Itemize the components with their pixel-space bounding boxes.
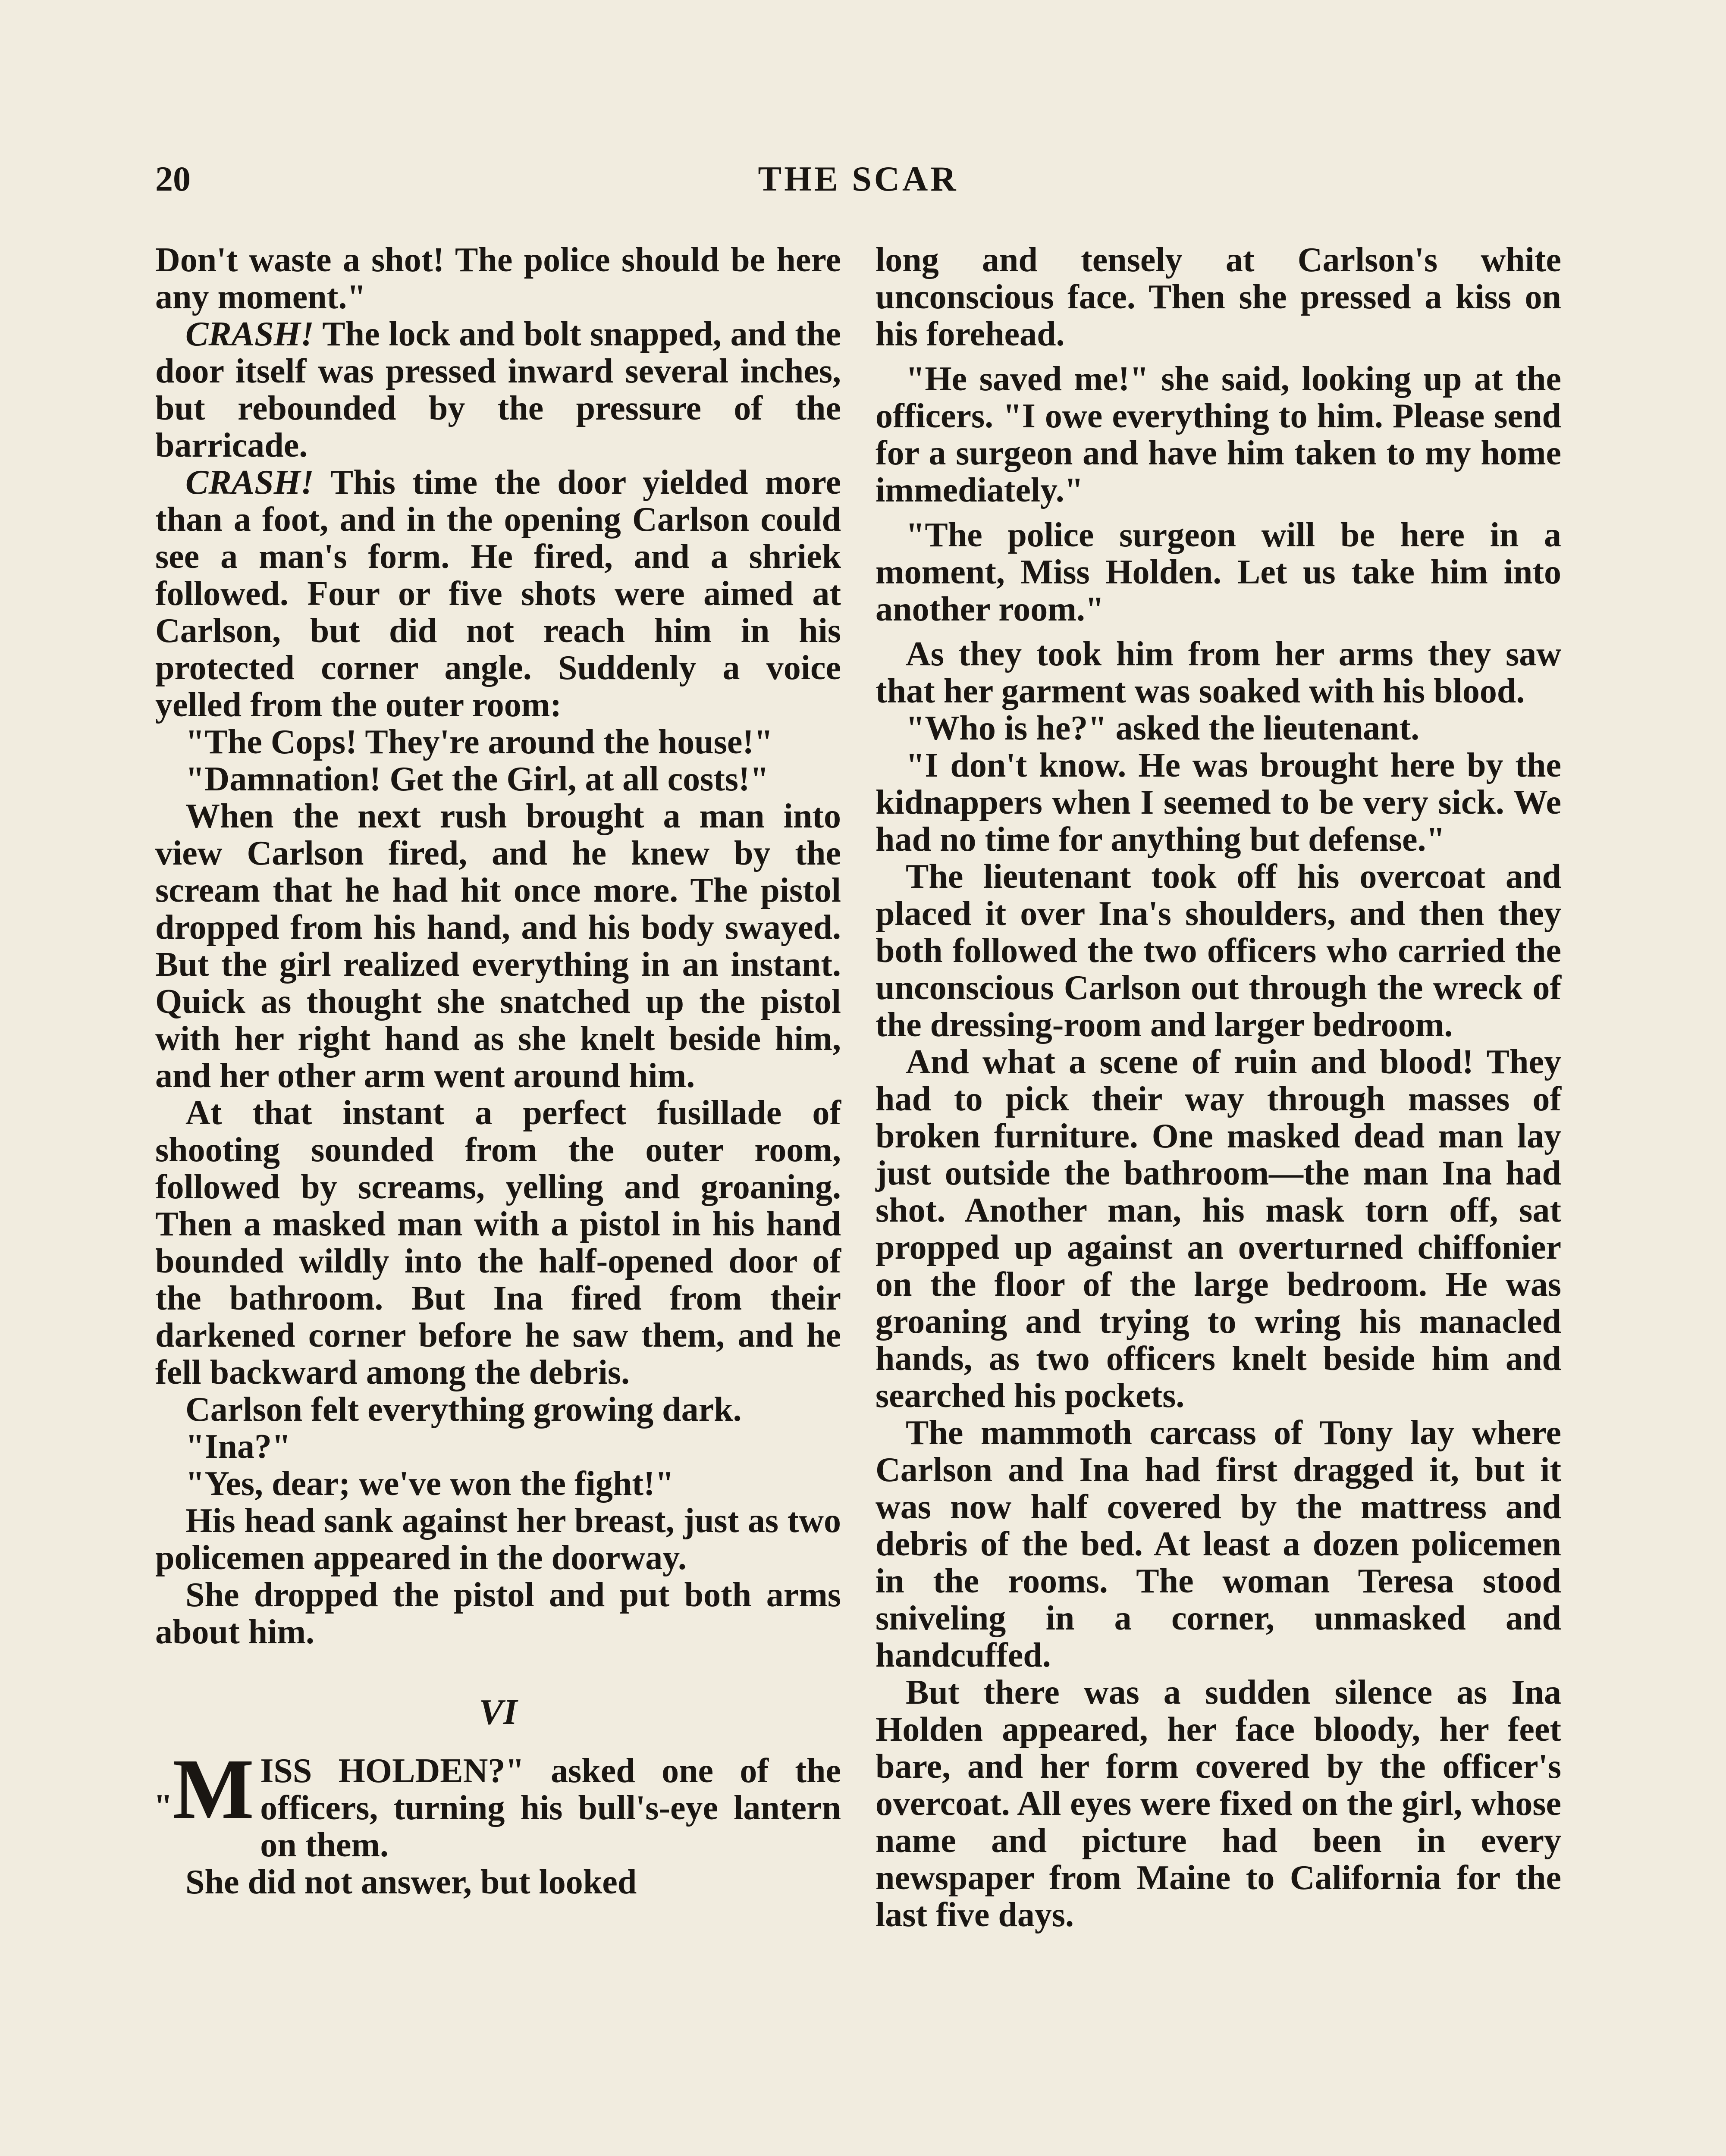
section-heading: VI	[479, 1692, 518, 1732]
paragraph: "Damnation! Get the Girl, at all costs!"	[185, 760, 769, 798]
paragraph: Don't waste a shot! The police should be here any moment."	[155, 241, 841, 316]
paragraph: "Yes, dear; we've won the fight!"	[185, 1465, 675, 1503]
paragraph: When the next rush brought a man into view Carlson fired, and he knew by the scream that he had hit once more. The pistol dropped from his hand, and his body swayed. But the girl realized everything in an instant. Quick as thought she snatched up the pistol with her right hand as she knelt beside him, and her other arm went around him.	[155, 797, 841, 1095]
paragraph: His head sank against her breast, just as two policemen appeared in the doorway.	[155, 1502, 841, 1577]
paragraph: "The police surgeon will be here in a moment, Miss Holden. Let us take him into another room."	[876, 516, 1561, 628]
paragraph: The lieutenant took off his overcoat and placed it over Ina's shoulders, and then they both followed the two officers who carried the unconscious Carlson out through the wreck of the dressing-room and larger bedroom.	[876, 858, 1561, 1044]
paragraph: But there was a sudden silence as Ina Holden appeared, her face bloody, her feet bare, and her form covered by the officer's overcoat. All eyes were fixed on the girl, whose name and picture had been in every newspaper from Maine to California for the last five days.	[876, 1673, 1561, 1934]
paragraph: Carlson felt everything growing dark.	[185, 1391, 742, 1429]
paragraph: She dropped the pistol and put both arms about him.	[155, 1576, 841, 1651]
paragraph: "I don't know. He was brought here by the kidnappers when I seemed to be very sick. We had no time for anything but defense."	[876, 746, 1561, 859]
paragraph: long and tensely at Carlson's white unconscious face. Then she pressed a kiss on his forehead.	[876, 241, 1561, 353]
running-title: THE SCAR	[758, 159, 959, 198]
paragraph: "The Cops! They're around the house!"	[185, 723, 773, 761]
paragraph: And what a scene of ruin and blood! They had to pick their way through masses of broken furniture. One masked dead man lay just outside the bathroom—the man Ina had shot. Another man, his mask torn off, sat propped up against an overturned chiffonier on the floor of the large bedroom. He was groaning and trying to wring his manacled hands, as two officers knelt beside him and searched his pockets.	[876, 1043, 1561, 1415]
paragraph: "He saved me!" she said, looking up at the officers. "I owe everything to him. Please send for a surgeon and have him taken to my home immediately."	[876, 360, 1561, 509]
paragraph: The mammoth carcass of Tony lay where Carlson and Ina had first dragged it, but it was now half covered by the mattress and debris of the bed. At least a dozen policemen in the rooms. The woman Teresa stood sniveling in a corner, unmasked and handcuffed.	[876, 1414, 1561, 1674]
paragraph: As they took him from her arms they saw that her garment was soaked with his blood.	[876, 635, 1561, 710]
left-column	[155, 241, 841, 1901]
paragraph: CRASH! This time the door yielded more than a foot, and in the opening Carlson could see a man's form. He fired, and a shriek followed. Four or five shots were aimed at Carlson, but did not reach him in his protected corner angle. Suddenly a voice yelled from the outer room:	[155, 464, 841, 724]
drop-cap: "M	[154, 1742, 254, 1837]
page-number: 20	[155, 159, 191, 198]
paragraph: "Who is he?" asked the lieutenant.	[906, 709, 1420, 747]
page-header	[155, 159, 1561, 206]
paragraph: She did not answer, but looked	[185, 1863, 637, 1901]
crash-text: CRASH!	[185, 315, 314, 353]
paragraph: "M ISS HOLDEN?" asked one of the officers, turning his bull's-eye lantern on them.	[154, 1742, 841, 1864]
crash-text: CRASH!	[185, 464, 314, 501]
right-column	[876, 241, 1561, 1934]
paragraph: CRASH! The lock and bolt snapped, and the door itself was pressed inward several inches, but rebounded by the pressure of the barricade.	[155, 315, 841, 464]
paragraph: "Ina?"	[185, 1428, 291, 1466]
paragraph: At that instant a perfect fusillade of shooting sounded from the outer room, followed by screams, yelling and groaning. Then a masked man with a pistol in his hand bounded wildly into the half-opened door of the bathroom. But Ina fired from their darkened corner before he saw them, and he fell backward among the debris.	[155, 1094, 841, 1391]
